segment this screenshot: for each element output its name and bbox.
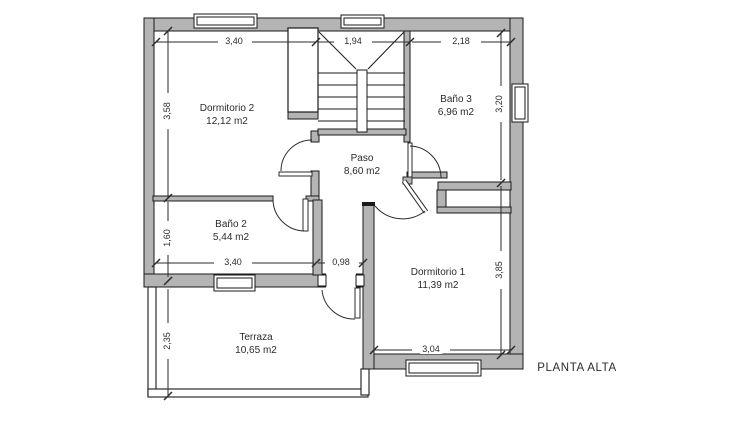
wall-terraza-dorm1-cap xyxy=(362,202,375,206)
room-area: 10,65 m2 xyxy=(235,345,277,356)
dim-top-dormitorio2: 3,40 xyxy=(225,36,243,46)
wall-stair-banio3 xyxy=(404,31,410,142)
dim-top-banio3: 2,18 xyxy=(452,36,470,46)
dim-middle-paso: 0,98 xyxy=(332,257,350,267)
room-label-dormitorio1 xyxy=(411,266,465,292)
terraza-door-jamb-right xyxy=(356,275,364,286)
room-area: 12,12 m2 xyxy=(206,116,248,127)
stair-stringer xyxy=(357,70,367,132)
wall-shaft-bottom xyxy=(288,112,318,119)
door-arc-terraza xyxy=(322,290,355,319)
door-arc-banio2 xyxy=(273,199,305,231)
door-arc-dormitorio1 xyxy=(375,206,425,219)
room-area: 5,44 m2 xyxy=(212,232,250,243)
terraza-wall-right xyxy=(361,369,369,395)
door-leaf-banio3 xyxy=(408,143,412,177)
terraza-door-jamb-left xyxy=(318,275,326,286)
window-banio3-right xyxy=(512,84,528,122)
terraza-wall-bottom xyxy=(148,389,368,397)
wall-closet-bottom xyxy=(437,207,511,213)
outer-wall-left xyxy=(144,18,154,287)
window-dormitorio1-bottom xyxy=(406,360,481,376)
room-area: 8,60 m2 xyxy=(343,166,381,177)
door-arc-dormitorio2 xyxy=(281,140,312,171)
dim-left-dormitorio2: 3,58 xyxy=(162,102,172,120)
room-area: 6,96 m2 xyxy=(437,107,475,118)
dim-right-banio3: 3,20 xyxy=(494,95,504,113)
room-label-banio3 xyxy=(438,93,474,119)
room-area: 11,39 m2 xyxy=(417,280,459,291)
dim-left-terraza: 2,35 xyxy=(162,332,172,350)
dim-top-stairs: 1,94 xyxy=(344,36,362,46)
room-name: Dormitorio 2 xyxy=(199,103,255,114)
door-leaf-terraza xyxy=(355,288,360,318)
window-banio2-bottom xyxy=(214,275,255,291)
stair-shaft xyxy=(288,28,318,112)
room-label-dormitorio2 xyxy=(200,102,254,128)
room-name: Dormitorio 1 xyxy=(410,267,466,278)
door-leaf-banio2 xyxy=(303,199,308,231)
stair-direction-line-right xyxy=(368,32,404,69)
dim-middle-banio2: 3,40 xyxy=(224,257,242,267)
terraza-door-opening xyxy=(326,272,356,289)
door-leaf-dormitorio1 xyxy=(404,181,426,212)
wall-terraza-dorm1 xyxy=(363,203,374,369)
window-stairs-top xyxy=(341,15,384,28)
terraza-wall-left xyxy=(148,287,156,395)
room-label-terraza xyxy=(235,331,277,357)
room-label-paso xyxy=(344,152,380,178)
dim-bottom-dormitorio1: 3,04 xyxy=(422,344,440,354)
plan-title: PLANTA ALTA xyxy=(537,362,617,374)
room-label-banio2 xyxy=(213,218,249,244)
window-dormitorio2-top xyxy=(194,14,257,28)
staircase xyxy=(318,32,405,132)
dim-left-banio2: 1,60 xyxy=(162,229,172,247)
room-name: Paso xyxy=(350,153,374,164)
wall-dorm2-banio2 xyxy=(153,196,273,201)
outer-wall-right xyxy=(510,18,523,369)
room-name: Baño 2 xyxy=(215,219,247,230)
dim-right-dormitorio1: 3,85 xyxy=(494,261,504,279)
door-leaf-dormitorio2 xyxy=(279,172,312,176)
room-name: Terraza xyxy=(239,332,273,343)
room-name: Baño 3 xyxy=(440,94,472,105)
